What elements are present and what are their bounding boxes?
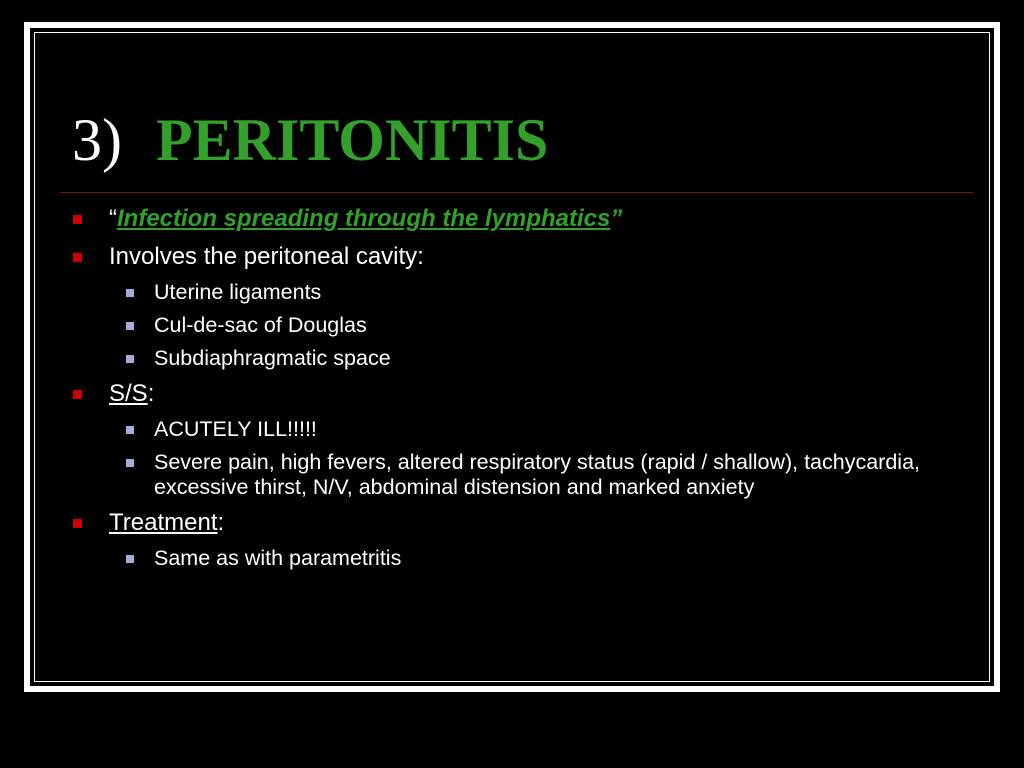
open-quote: “ xyxy=(109,205,117,232)
close-quote: ” xyxy=(610,205,623,232)
sub-bullet-symptoms xyxy=(72,450,932,500)
square-sub-bullet-icon xyxy=(126,426,134,434)
sub-bullet-text: Same as with parametritis xyxy=(154,546,402,570)
ss-suffix: : xyxy=(147,380,155,407)
bullet-treatment xyxy=(72,508,932,538)
sub-bullet-acutely-ill xyxy=(72,417,932,442)
ss-label: S/S xyxy=(109,380,148,407)
sub-bullet-subdiaphragmatic xyxy=(72,346,932,371)
square-bullet-icon xyxy=(73,519,82,528)
square-bullet-icon xyxy=(73,215,82,224)
square-sub-bullet-icon xyxy=(126,555,134,563)
bullet-infection xyxy=(72,204,932,234)
title-number: 3) xyxy=(72,107,122,173)
square-bullet-icon xyxy=(73,253,82,262)
treatment-suffix: : xyxy=(217,509,225,536)
sub-bullet-text: Subdiaphragmatic space xyxy=(154,346,391,370)
square-sub-bullet-icon xyxy=(126,459,134,467)
sub-bullet-text: Cul-de-sac of Douglas xyxy=(154,313,367,337)
bullet-list xyxy=(72,204,932,579)
sub-bullet-text: ACUTELY ILL!!!!! xyxy=(154,417,317,441)
sub-bullet-uterine xyxy=(72,280,932,305)
sub-bullet-text: Severe pain, high fevers, altered respiratory status (rapid / shallow), tachycardia, excessive thirst, N/V, abdominal distension and marked anxiety xyxy=(154,450,921,499)
sub-bullet-cul-de-sac xyxy=(72,313,932,338)
treatment-label: Treatment xyxy=(109,509,218,536)
square-sub-bullet-icon xyxy=(126,355,134,363)
square-sub-bullet-icon xyxy=(126,322,134,330)
bullet-signs-symptoms xyxy=(72,379,932,409)
title-divider xyxy=(60,192,974,193)
sub-bullet-same-as xyxy=(72,546,932,571)
infection-text: Infection spreading through the lymphatics xyxy=(117,205,611,232)
title-text: PERITONITIS xyxy=(155,107,549,173)
square-sub-bullet-icon xyxy=(126,289,134,297)
sub-bullet-text: Uterine ligaments xyxy=(154,280,322,304)
slide-title xyxy=(72,104,548,176)
square-bullet-icon xyxy=(73,390,82,399)
bullet-involves xyxy=(72,242,932,272)
involves-text: Involves the peritoneal cavity: xyxy=(109,243,424,270)
